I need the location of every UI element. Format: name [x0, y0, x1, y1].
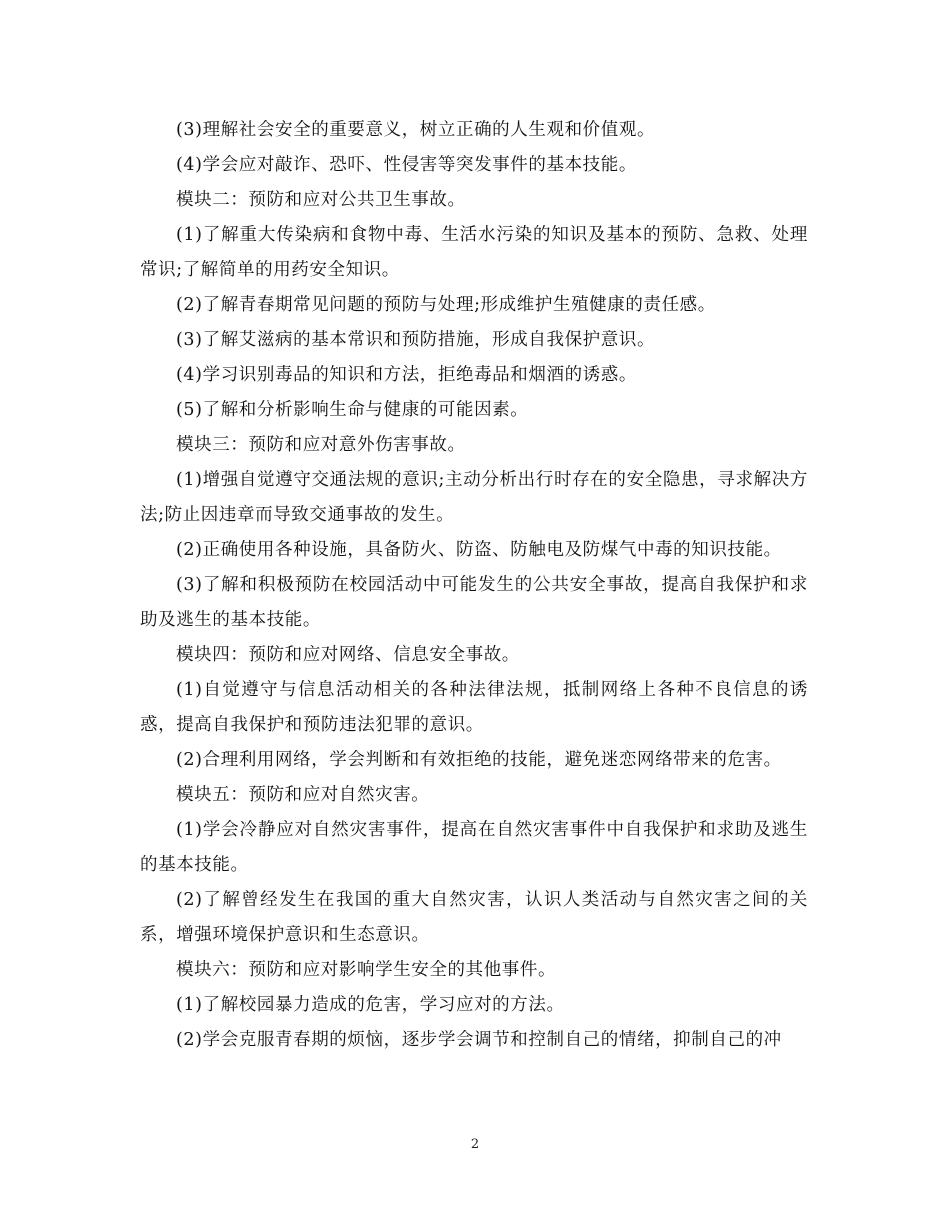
paragraph: (1)了解校园暴力造成的危害，学习应对的方法。	[176, 995, 565, 1015]
paragraph: (1)增强自觉遵守交通法规的意识;主动分析出行时存在的安全隐患，寻求解决方法;防止因违章而导致交通事故的发生。	[140, 470, 808, 525]
paragraph: (1)自觉遵守与信息活动相关的各种法律法规，抵制网络上各种不良信息的诱惑，提高自我保护和预防违法犯罪的意识。	[140, 680, 808, 735]
paragraph: (5)了解和分析影响生命与健康的可能因素。	[176, 400, 529, 420]
paragraph: (3)理解社会安全的重要意义，树立正确的人生观和价值观。	[176, 120, 656, 140]
section-heading: 模块六：预防和应对影响学生安全的其他事件。	[176, 960, 557, 980]
section-heading: 模块二：预防和应对公共卫生事故。	[176, 190, 466, 210]
page-number: 2	[470, 1137, 480, 1152]
paragraph: (1)学会冷静应对自然灾害事件，提高在自然灾害事件中自我保护和求助及逃生的基本技能。	[140, 820, 808, 875]
paragraph: (2)了解青春期常见问题的预防与处理;形成维护生殖健康的责任感。	[176, 295, 716, 315]
paragraph: (2)正确使用各种设施，具备防火、防盗、防触电及防煤气中毒的知识技能。	[176, 540, 782, 560]
section-heading: 模块五：预防和应对自然灾害。	[176, 785, 430, 805]
paragraph: (2)了解曾经发生在我国的重大自然灾害，认识人类活动与自然灾害之间的关系，增强环境保护意识和生态意识。	[140, 890, 808, 945]
section-heading: 模块三：预防和应对意外伤害事故。	[176, 435, 466, 455]
paragraph: (4)学习识别毒品的知识和方法，拒绝毒品和烟酒的诱惑。	[176, 365, 637, 385]
section-heading: 模块四：预防和应对网络、信息安全事故。	[176, 645, 520, 665]
document-body	[140, 113, 808, 1058]
paragraph: (3)了解和积极预防在校园活动中可能发生的公共安全事故，提高自我保护和求助及逃生的基本技能。	[140, 575, 808, 630]
paragraph: (2)学会克服青春期的烦恼，逐步学会调节和控制自己的情绪，抑制自己的冲	[176, 1030, 782, 1050]
paragraph: (2)合理利用网络，学会判断和有效拒绝的技能，避免迷恋网络带来的危害。	[176, 750, 782, 770]
paragraph: (1)了解重大传染病和食物中毒、生活水污染的知识及基本的预防、急救、处理常识;了解简单的用药安全知识。	[140, 225, 808, 280]
paragraph: (3)了解艾滋病的基本常识和预防措施，形成自我保护意识。	[176, 330, 656, 350]
paragraph: (4)学会应对敲诈、恐吓、性侵害等突发事件的基本技能。	[176, 155, 637, 175]
